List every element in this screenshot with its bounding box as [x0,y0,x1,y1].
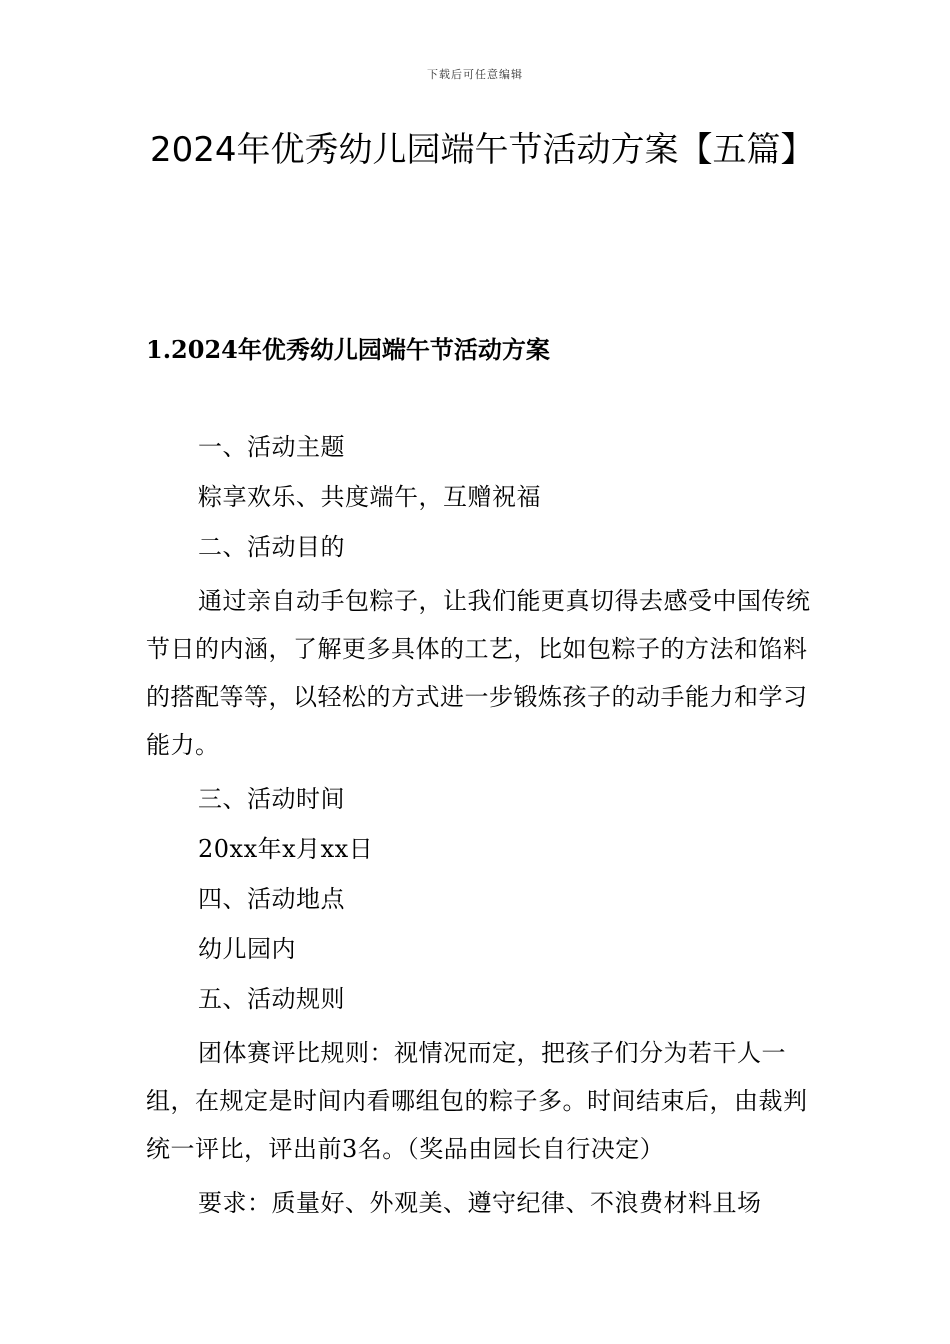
paragraph-requirements: 要求：质量好、外观美、遵守纪律、不浪费材料且场 [198,1189,762,1217]
paragraph-time: 20xx年x月xx日 [198,835,374,863]
section-heading: 1.2024年优秀幼儿园端午节活动方案 [146,335,550,364]
paragraph-purpose: 通过亲自动手包粽子，让我们能更真切得去感受中国传统节日的内涵，了解更多具体的工艺，比如包粽子的方法和馅料的搭配等等，以轻松的方式进一步锻炼孩子的动手能力和学习能力。 [146,587,811,759]
document-body [146,427,816,1233]
header-note: 下载后可任意编辑 [427,68,523,81]
paragraph-heading-purpose: 二、活动目的 [198,533,345,561]
paragraph-theme: 粽享欢乐、共度端午，互赠祝福 [198,483,541,511]
paragraph-heading-location: 四、活动地点 [198,885,345,913]
paragraph-location: 幼儿园内 [198,935,296,963]
paragraph-rules: 团体赛评比规则：视情况而定，把孩子们分为若干人一组，在规定是时间内看哪组包的粽子多。时间结束后，由裁判统一评比，评出前3名。（奖品由园长自行决定） [146,1039,808,1163]
paragraph-heading-theme: 一、活动主题 [198,433,345,461]
paragraph-heading-time: 三、活动时间 [198,785,345,813]
paragraph-heading-rules: 五、活动规则 [198,985,345,1013]
document-title: 2024年优秀幼儿园端午节活动方案【五篇】 [150,130,815,170]
